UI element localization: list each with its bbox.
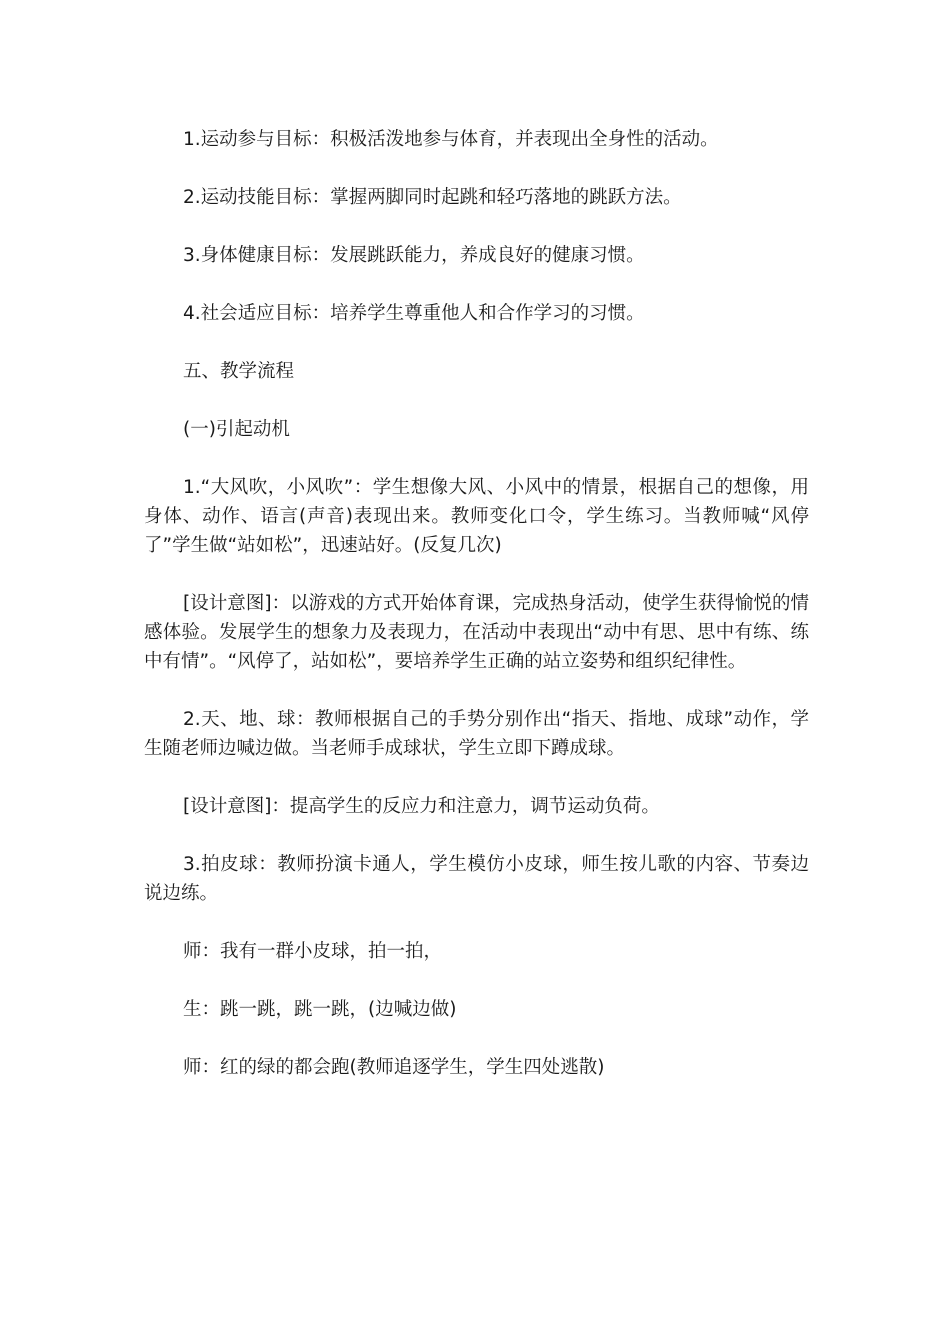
design-intent-paragraph: [设计意图]：以游戏的方式开始体育课，完成热身活动，使学生获得愉悦的情感体验。发展学生的想象力及表现力，在活动中表现出“动中有思、思中有练、练中有情”。“风停了，站如松”，要培养学生正确的站立姿势和组织纪律性。 [144, 593, 809, 672]
activity-wind-paragraph: 1.“大风吹，小风吹”：学生想像大风、小风中的情景，根据自己的想像，用身体、动作、语言(声音)表现出来。教师变化口令，学生练习。当教师喊“风停了”学生做“站如松”，迅速站好。(反复几次) [144, 477, 809, 556]
activity-bounce-ball-paragraph: 3.拍皮球：教师扮演卡通人，学生模仿小皮球，师生按儿歌的内容、节奏边说边练。 [144, 854, 809, 904]
goal-skill-paragraph: 2.运动技能目标：掌握两脚同时起跳和轻巧落地的跳跃方法。 [183, 187, 682, 208]
dialogue-line: 师：红的绿的都会跑(教师追逐学生，学生四处逃散) [183, 1057, 605, 1078]
subsection-heading: (一)引起动机 [183, 419, 290, 440]
goal-social-paragraph: 4.社会适应目标：培养学生尊重他人和合作学习的习惯。 [183, 303, 645, 324]
document-body [144, 125, 809, 1111]
section-heading: 五、教学流程 [183, 361, 295, 382]
dialogue-line: 生：跳一跳，跳一跳，(边喊边做) [183, 999, 457, 1020]
design-intent-paragraph: [设计意图]：提高学生的反应力和注意力，调节运动负荷。 [183, 796, 660, 817]
goal-health-paragraph: 3.身体健康目标：发展跳跃能力，养成良好的健康习惯。 [183, 245, 645, 266]
dialogue-line: 师：我有一群小皮球，拍一拍， [183, 941, 443, 962]
activity-sky-ground-ball-paragraph: 2.天、地、球：教师根据自己的手势分别作出“指天、指地、成球”动作，学生随老师边喊边做。当老师手成球状，学生立即下蹲成球。 [144, 709, 809, 759]
goal-participation-paragraph: 1.运动参与目标：积极活泼地参与体育，并表现出全身性的活动。 [183, 129, 719, 150]
